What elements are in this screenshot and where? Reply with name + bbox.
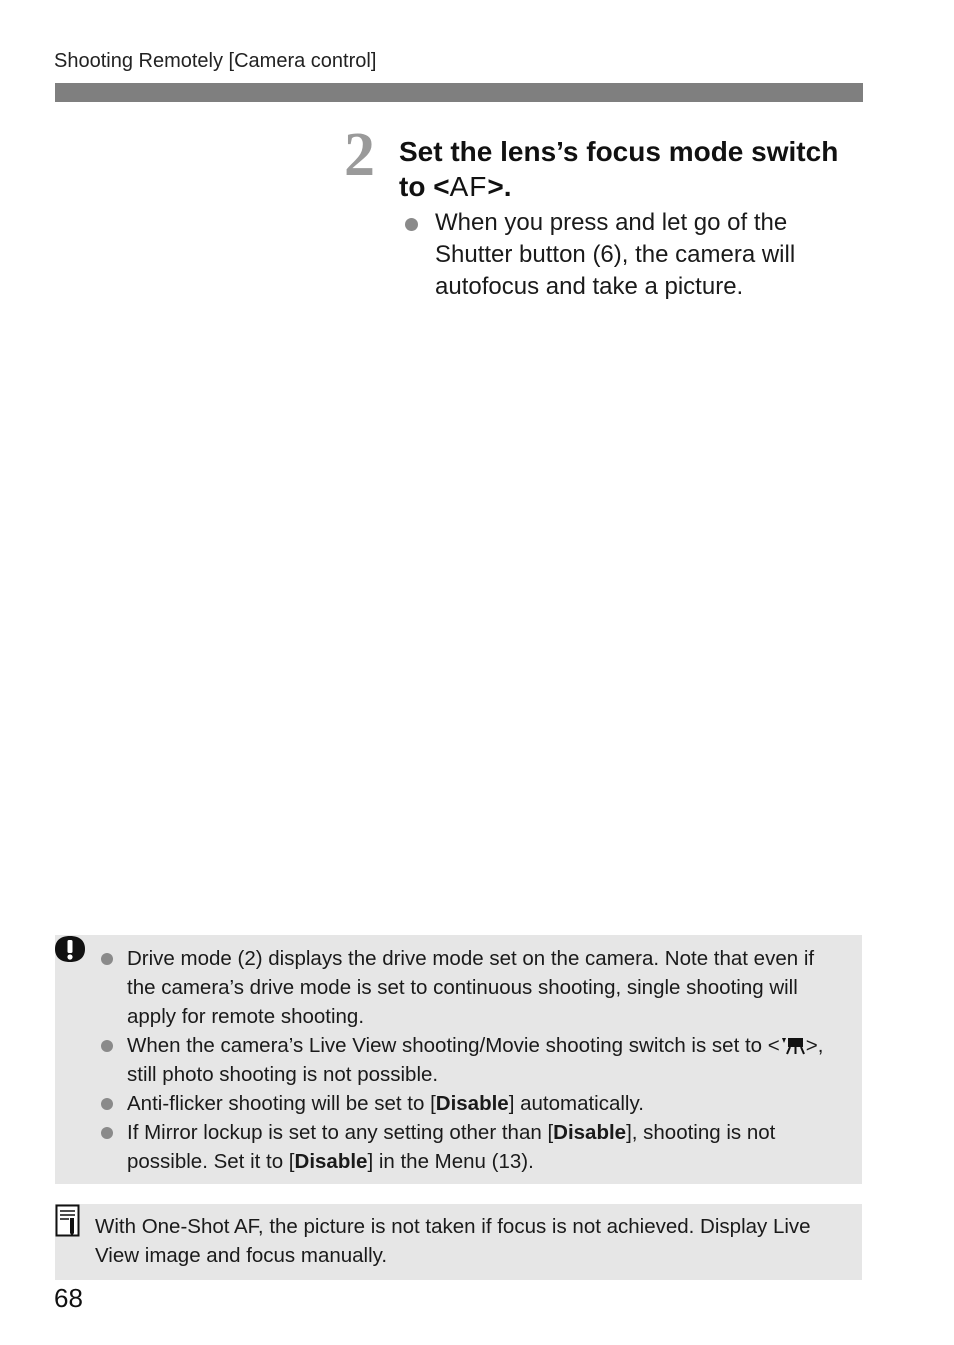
caution-item-text: >, still photo shooting is not possible. xyxy=(127,1034,824,1086)
caution-item-text: ], shooting is not possible. Set it to [ xyxy=(127,1121,776,1173)
disable-setting-label: Disable xyxy=(294,1150,368,1173)
page-reference: 13 xyxy=(498,1150,522,1173)
bullet-dot xyxy=(101,953,113,965)
caution-item-text: If Mirror lockup is set to any setting other than [ xyxy=(127,1121,554,1144)
caution-item-text: ] automatically. xyxy=(508,1092,644,1115)
caution-item-text: ). xyxy=(521,1150,534,1173)
step-heading-suffix: >. xyxy=(487,171,512,202)
caution-icon xyxy=(55,935,85,965)
step-bullet-text: When you press and let go of the Shutter button (6), the camera will autofocus and take a picture. xyxy=(435,209,796,300)
caution-box xyxy=(55,935,862,1184)
page-number: 68 xyxy=(54,1283,83,1313)
note-text: With One-Shot AF, the picture is not taken if focus is not achieved. Display Live View image and focus manually. xyxy=(95,1215,811,1267)
bullet-dot xyxy=(101,1127,113,1139)
header-title: Shooting Remotely [Camera control] xyxy=(54,50,377,72)
bullet-dot xyxy=(101,1098,113,1110)
note-box xyxy=(55,1204,862,1280)
caution-item xyxy=(127,1031,842,1089)
bullet-dot xyxy=(101,1040,113,1052)
caution-item-text: ] in the Menu ( xyxy=(367,1150,499,1173)
caution-item-text: When the camera’s Live View shooting/Movie shooting switch is set to < xyxy=(127,1034,780,1057)
af-mode-mark: AF xyxy=(449,171,488,202)
note-icon xyxy=(55,1204,81,1238)
caution-item xyxy=(127,944,842,1031)
step-number: 2 xyxy=(344,121,375,189)
step-heading-prefix: Set the lens’s focus mode switch to < xyxy=(399,136,839,202)
disable-setting-label: Disable xyxy=(553,1121,627,1144)
movie-shooting-icon xyxy=(780,1035,806,1055)
bullet-dot xyxy=(405,218,418,231)
step-heading xyxy=(399,134,869,204)
header-bar xyxy=(55,83,863,102)
caution-item-text: Drive mode (2) displays the drive mode set on the camera. Note that even if the camera’s drive mode is set to continuous shooting, single shooting will apply for remote shooting. xyxy=(127,947,815,1028)
caution-item xyxy=(127,1118,842,1176)
caution-item-text: Anti-flicker shooting will be set to [ xyxy=(127,1092,436,1115)
disable-setting-label: Disable xyxy=(435,1092,509,1115)
caution-item xyxy=(127,1089,842,1118)
